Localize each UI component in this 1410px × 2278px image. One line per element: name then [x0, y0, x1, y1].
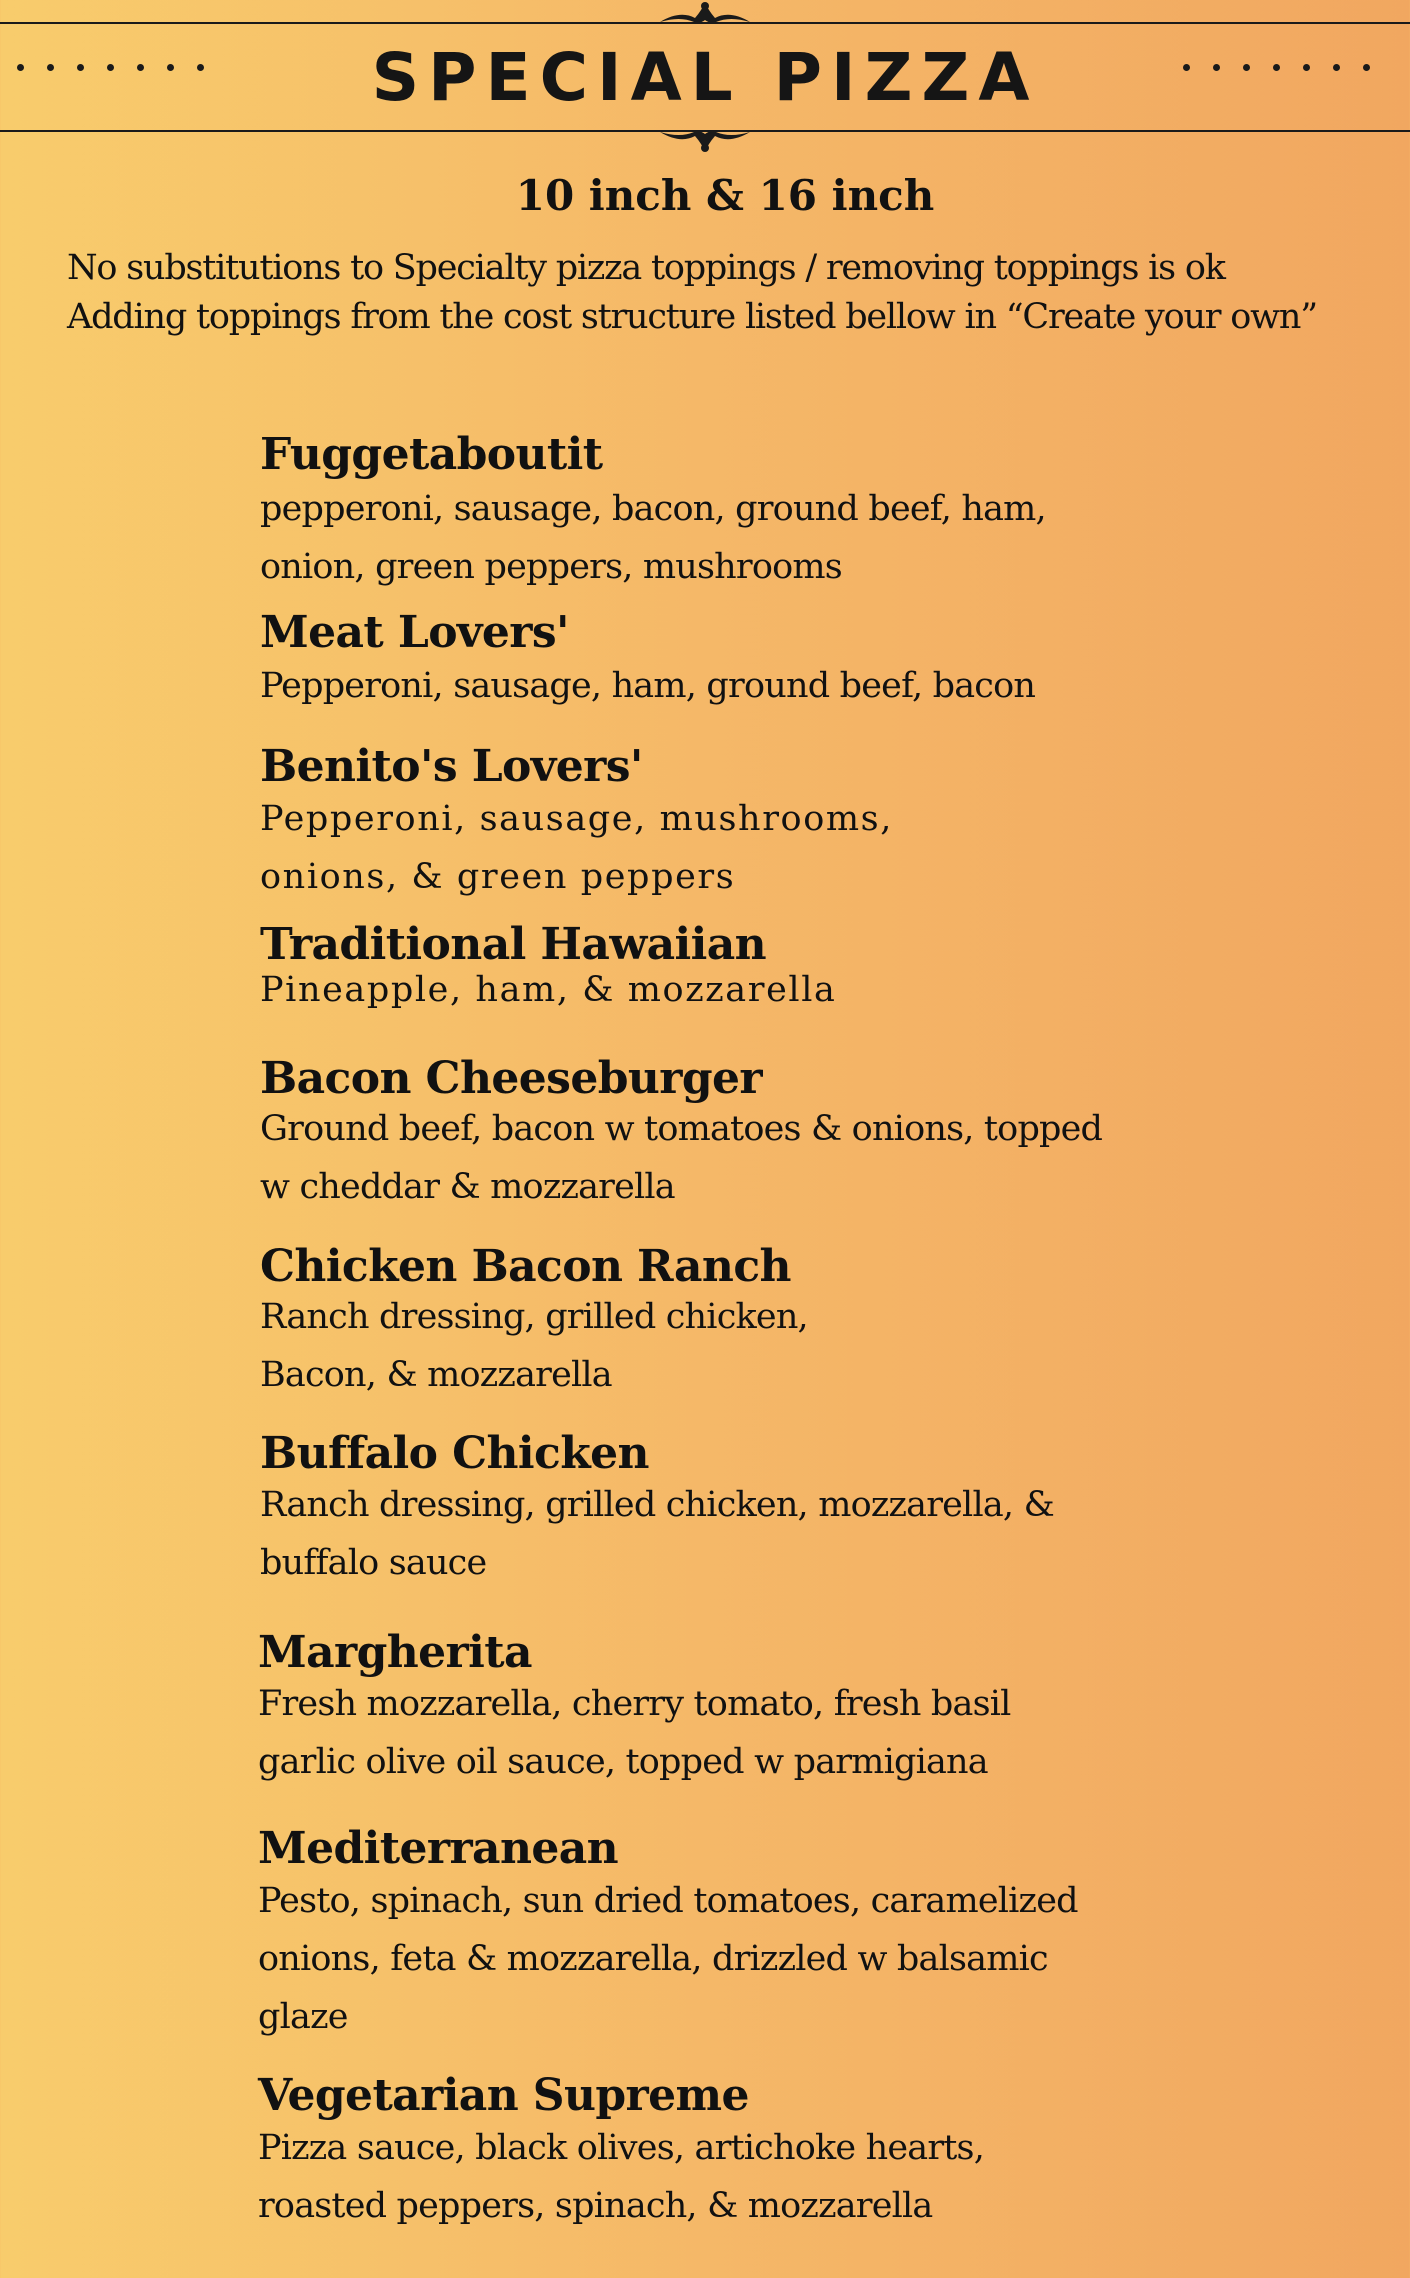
note-line: Adding toppings from the cost structure listed bellow in “Create your own” [67, 297, 1317, 337]
pizza-description [258, 1675, 1011, 1791]
pizza-description [260, 790, 893, 906]
page-title: SPECIAL PIZZA [371, 39, 1039, 116]
pizza-description [260, 1288, 808, 1404]
description-line: Pepperoni, sausage, mushrooms, [260, 799, 893, 839]
pizza-name: Chicken Bacon Ranch [260, 1241, 791, 1292]
size-subtitle: 10 inch & 16 inch [515, 171, 935, 220]
pizza-description [258, 1872, 1078, 2046]
description-line: Ground beef, bacon w tomatoes & onions, topped [260, 1109, 1103, 1149]
pizza-name: Vegetarian Supreme [258, 2070, 749, 2121]
pizza-name: Fuggetaboutit [260, 429, 603, 480]
description-line: w cheddar & mozzarella [260, 1167, 675, 1207]
pizza-name: Buffalo Chicken [260, 1428, 649, 1479]
description-line: Ranch dressing, grilled chicken, mozzarella, & [260, 1485, 1054, 1525]
description-line: Pepperoni, sausage, ham, ground beef, bacon [260, 666, 1036, 706]
description-line: Ranch dressing, grilled chicken, [260, 1297, 808, 1337]
description-line: onions, & green peppers [260, 857, 736, 897]
description-line: Bacon, & mozzarella [260, 1355, 612, 1395]
description-line: onions, feta & mozzarella, drizzled w balsamic [258, 1939, 1048, 1979]
description-line: garlic olive oil sauce, topped w parmigiana [258, 1742, 988, 1782]
description-line: onion, green peppers, mushrooms [260, 547, 842, 587]
note-line: No substitutions to Specialty pizza toppings / removing toppings is ok [67, 248, 1225, 288]
description-line: glaze [258, 1997, 348, 2037]
description-line: Pizza sauce, black olives, artichoke hearts, [258, 2128, 985, 2168]
pizza-description [260, 1100, 1102, 1216]
menu-notes [67, 244, 1317, 342]
description-line: Pineapple, ham, & mozzarella [260, 970, 837, 1010]
description-line: buffalo sauce [260, 1543, 487, 1583]
pizza-name: Margherita [258, 1627, 532, 1678]
pizza-name: Mediterranean [258, 1823, 619, 1874]
description-line: Pesto, spinach, sun dried tomatoes, caramelized [258, 1881, 1078, 1921]
description-line: pepperoni, sausage, bacon, ground beef, ham, [260, 489, 1046, 529]
pizza-description [260, 1476, 1054, 1592]
pizza-description [260, 657, 1035, 715]
description-line: Fresh mozzarella, cherry tomato, fresh basil [258, 1684, 1011, 1724]
pizza-description [260, 480, 1046, 596]
bottom-flourish-ornament [650, 126, 760, 156]
pizza-description [258, 2119, 984, 2235]
top-flourish-ornament [650, 0, 760, 30]
pizza-name: Traditional Hawaiian [260, 919, 767, 970]
pizza-name: Benito's Lovers' [260, 741, 643, 792]
pizza-description [260, 961, 836, 1019]
description-line: roasted peppers, spinach, & mozzarella [258, 2186, 933, 2226]
pizza-name: Meat Lovers' [260, 607, 569, 658]
pizza-name: Bacon Cheeseburger [260, 1053, 762, 1104]
